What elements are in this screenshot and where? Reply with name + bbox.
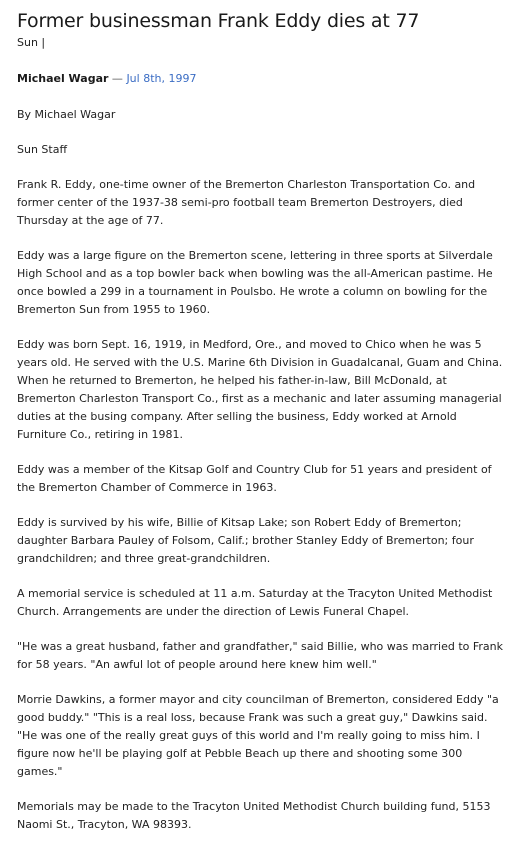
body-paragraph: Memorials may be made to the Tracyton United Methodist Church building fund, 5153 Naomi St., Tracyton, WA 98393. — [17, 800, 491, 831]
body-paragraph: Eddy was a large figure on the Bremerton scene, lettering in three sports at Silverdale High School and as a top bowler back when bowling was the all-American pastime. He once bowled a 299 in a tournament in Poulsbo. He wrote a column on bowling for the Bremerton Sun from 1955 to 1960. — [17, 249, 493, 316]
author-name: Michael Wagar — [17, 72, 109, 85]
body-paragraph: A memorial service is scheduled at 11 a.m. Saturday at the Tracyton United Methodist Church. Arrangements are under the direction of Lewis Funeral Chapel. — [17, 587, 493, 618]
byline-row — [17, 71, 507, 86]
article — [17, 8, 507, 834]
body-paragraph: Eddy is survived by his wife, Billie of Kitsap Lake; son Robert Eddy of Bremerton; daughter Barbara Pauley of Folsom, Calif.; brother Stanley Eddy of Bremerton; four grandchildren; and three great-grandchildren. — [17, 516, 474, 565]
byline-text: By Michael Wagar — [17, 108, 116, 121]
publish-date-link[interactable]: Jul 8th, 1997 — [126, 72, 197, 85]
body-paragraph: Frank R. Eddy, one-time owner of the Bremerton Charleston Transportation Co. and former center of the 1937-38 semi-pro football team Bremerton Destroyers, died Thursday at the age of 77. — [17, 178, 476, 227]
section-label: Sun | — [17, 36, 46, 49]
article-headline: Former businessman Frank Eddy dies at 77 — [17, 10, 420, 32]
staff-text: Sun Staff — [17, 143, 68, 156]
body-paragraph: Morrie Dawkins, a former mayor and city councilman of Bremerton, considered Eddy "a good buddy." "This is a real loss, because Frank was such a great guy," Dawkins said. "He was one of the really great guys of this world and I'm really going to miss him. I figure now he'll be playing golf at Pebble Beach up there and shooting some 300 games." — [17, 693, 499, 778]
body-paragraph: "He was a great husband, father and grandfather," said Billie, who was married to Frank for 58 years. "An awful lot of people around here knew him well." — [17, 640, 504, 671]
body-paragraph: Eddy was born Sept. 16, 1919, in Medford, Ore., and moved to Chico when he was 5 years old. He served with the U.S. Marine 6th Division in Guadalcanal, Guam and China. When he returned to Bremerton, he helped his father-in-law, Bill McDonald, at Bremerton Charleston Transport Co., first as a mechanic and later assuming managerial duties at the busing company. After selling the business, Eddy worked at Arnold Furniture Co., retiring in 1981. — [17, 338, 503, 441]
byline-separator: — — [108, 72, 127, 85]
body-paragraph: Eddy was a member of the Kitsap Golf and Country Club for 51 years and president of the Bremerton Chamber of Commerce in 1963. — [17, 463, 492, 494]
